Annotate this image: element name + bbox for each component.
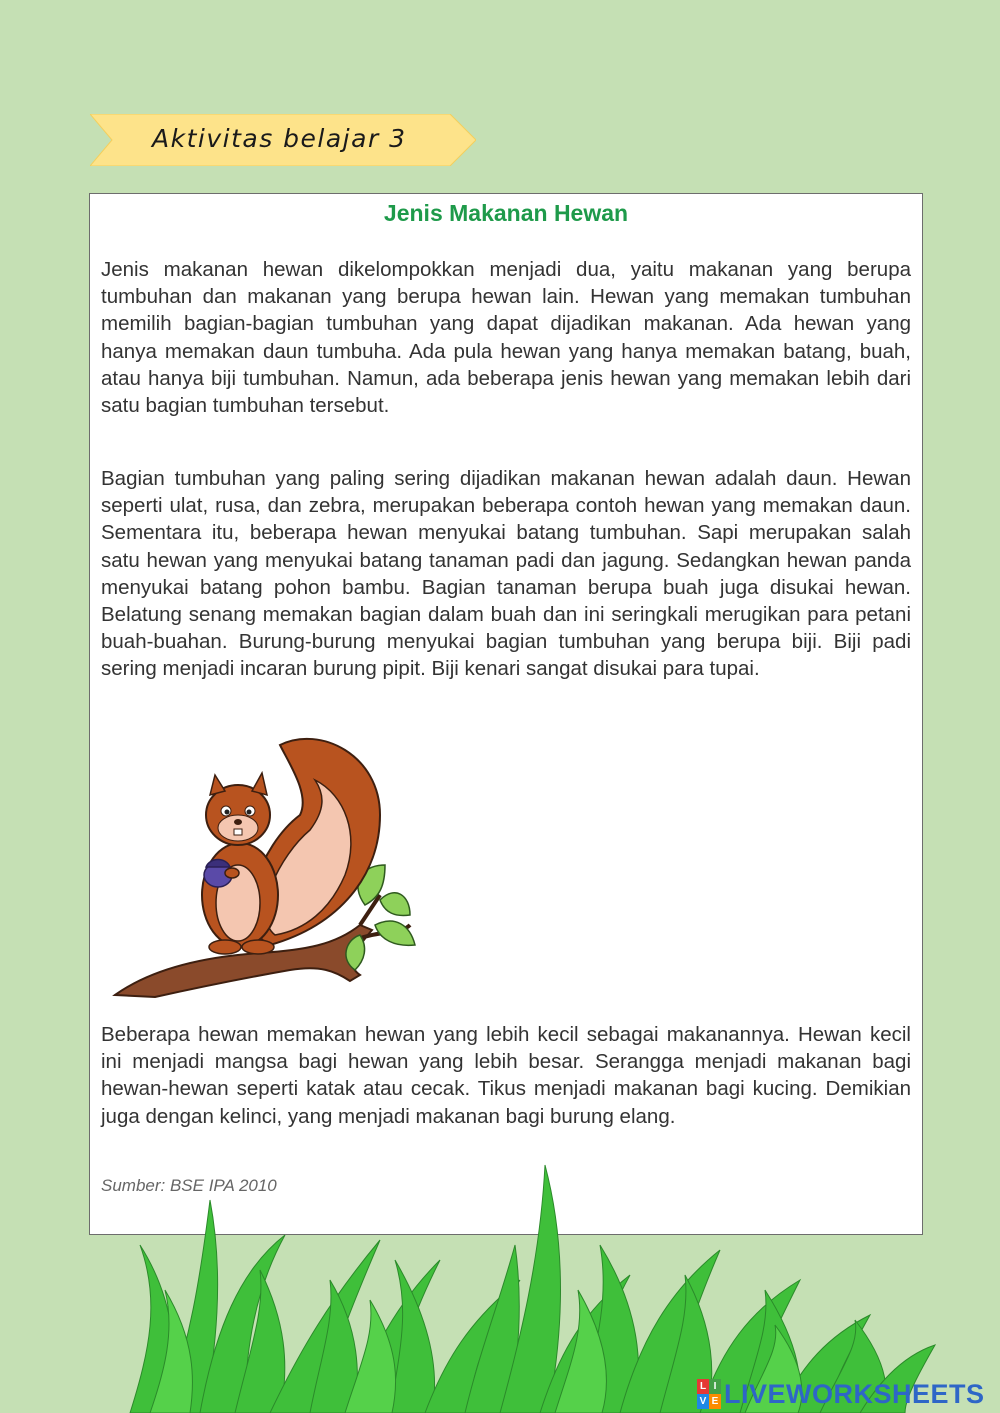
article-paragraph-1: Jenis makanan hewan dikelompokkan menjadi dua, yaitu makanan yang berupa tumbuhan dan makanan yang berupa hewan lain. Hewan yang memakan tumbuhan memilih bagian-bagian tumbuhan yang dapat dijadikan makanan. Ada hewan yang hanya memakan daun tumbuha. Ada pula hewan yang hanya memakan batang, buah, atau hanya biji tumbuhan. Namun, ada beberapa jenis hewan yang memakan lebih dari satu bagian tumbuhan tersebut. [101, 258, 911, 418]
watermark-text: LIVEWORKSHEETS [724, 1378, 985, 1409]
activity-banner [90, 114, 476, 166]
liveworksheets-logo-mark: L I V E [697, 1379, 721, 1409]
grass-decoration [0, 1150, 1000, 1413]
squirrel-illustration [110, 725, 420, 1000]
article-paragraph-3: Beberapa hewan memakan hewan yang lebih kecil sebagai makanannya. Hewan kecil ini menjadi mangsa bagi hewan yang lebih besar. Serangga menjadi makanan bagi hewan-hewan seperti katak atau cecak. Tikus menjadi makanan bagi kucing. Demikian juga dengan kelinci, yang menjadi makanan bagi burung elang. [101, 1023, 911, 1128]
liveworksheets-logo [697, 1376, 985, 1412]
banner-label: Aktivitas belajar 3 [152, 124, 407, 153]
source-citation: Sumber: BSE IPA 2010 [101, 1176, 277, 1195]
article-title: Jenis Makanan Hewan [383, 200, 629, 226]
article-paragraph-2: Bagian tumbuhan yang paling sering dijadikan makanan hewan adalah daun. Hewan seperti ulat, rusa, dan zebra, merupakan beberapa contoh hewan yang memakan daun. Sementara itu, beberapa hewan menyukai batang tumbuhan. Sapi merupakan salah satu hewan yang menyukai batang tanaman padi dan jagung. Sedangkan hewan panda menyukai batang pohon bambu. Bagian tanaman berupa buah juga disukai hewan. Belatung senang memakan bagian dalam buah dan ini seringkali merugikan para petani buah-buahan. Burung-burung menyukai bagian tumbuhan yang berupa biji. Biji padi sering menjadi incaran burung pipit. Biji kenari sangat disukai para tupai. [101, 467, 911, 681]
